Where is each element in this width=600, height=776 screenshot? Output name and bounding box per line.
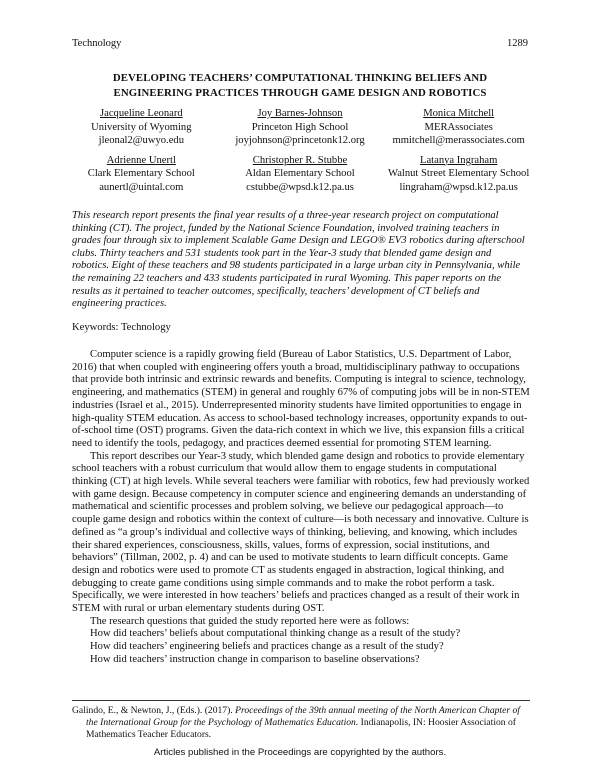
author-affiliation: Aldan Elementary School — [245, 168, 355, 179]
author — [379, 107, 538, 148]
author-affiliation: Walnut Street Elementary School — [388, 168, 530, 179]
author-email: jleonal2@uwyo.edu — [98, 135, 185, 146]
page-number: 1289 — [507, 38, 528, 49]
author — [221, 154, 380, 195]
research-question: How did teachers’ beliefs about computational thinking change as a result of the study? — [90, 628, 461, 640]
author-row-1 — [62, 107, 538, 148]
author-affiliation: Clark Elementary School — [87, 168, 195, 179]
body-text — [72, 349, 530, 667]
author-name: Christopher R. Stubbe — [252, 154, 348, 166]
author-name: Jacqueline Leonard — [100, 108, 183, 119]
body-paragraph: The research questions that guided the study reported here were as follows: — [90, 615, 410, 627]
author-affiliation: MERAssociates — [424, 121, 493, 133]
author — [221, 107, 380, 148]
copyright-footer: Articles published in the Proceedings are copyrighted by the authors. — [153, 747, 447, 758]
author — [62, 154, 221, 195]
author-affiliation: Princeton High School — [251, 121, 349, 133]
title-line-2: ENGINEERING PRACTICES THROUGH GAME DESIGN AND ROBOTICS — [113, 87, 487, 99]
title-line-1: DEVELOPING TEACHERS’ COMPUTATIONAL THINKING BELIEFS AND — [112, 72, 488, 84]
author — [379, 154, 538, 195]
author-email: cstubbe@wpsd.k12.pa.us — [246, 181, 354, 193]
footnote-divider — [72, 700, 530, 701]
author-name: Joy Barnes-Johnson — [257, 108, 343, 119]
body-paragraph: Computer science is a rapidly growing field (Bureau of Labor Statistics, U.S. Department of Labor, 2016) that when coupled with engineering offers youth a broad, multidisciplinary pathway to occupations that provide both intrinsic and extrinsic rewards and benefits. Computing is integral to science, technology, engineering, and mathematics (STEM) in general and roughly 67% of computing jobs will be in non-STEM industries (Israel et al., 2015). Underrepresented minority students have limited opportunities to engage in high-quality STEM education. As access to school-based technology increases, opportunity expands to out-of-school time (OST) programs. Given the data-rich context in which we live, this expansion fills a critical need to identify the tools, pedagogy, and practices deemed essential for promoting STEM learning. — [72, 349, 530, 449]
paper-title — [60, 71, 540, 101]
author-name: Latanya Ingraham — [420, 154, 498, 166]
author-name: Adrienne Unertl — [106, 154, 176, 166]
author-email: mmitchell@merassociates.com — [392, 135, 525, 146]
author — [62, 107, 221, 148]
abstract: This research report presents the final year results of a three-year research project on computational thinking (CT). The project, funded by the National Science Foundation, involved training teachers in grades four through six to implement Scalable Game Design and LEGO® EV3 robotics during afterschool clubs. Thirty teachers and 531 students took part in the Year-3 study that blended game design and robotics. Eight of these teachers and 98 students participated in a large urban city in Pennsylvania, while the remaining 22 teachers and 433 students participated in rural Wyoming. This paper reports on the results as it pertained to teacher outcomes, specifically, teachers’ development of CT beliefs and engineering practices. — [72, 210, 525, 310]
research-question: How did teachers’ instruction change in comparison to baseline observations? — [90, 653, 420, 665]
author-email: aunertl@uintal.com — [99, 181, 184, 193]
citation-publisher: Indianapolis, IN: Hoosier Association of Mathematics Teacher Educators. — [86, 717, 516, 740]
author-email: lingraham@wpsd.k12.pa.us — [399, 181, 518, 193]
section-label: Technology — [72, 38, 122, 49]
citation-title: Proceedings of the 39th annual meeting of the North American Chapter of the International Group for the Psychology of Mathematics Education. — [86, 705, 520, 728]
research-question: How did teachers’ engineering beliefs and practices change as a result of the study? — [90, 641, 444, 653]
author-row-2 — [62, 154, 538, 195]
citation-authors: Galindo, E., & Newton, J., (Eds.). (2017). — [72, 705, 233, 716]
author-email: joyjohnson@princetonk12.org — [235, 135, 365, 146]
author-block — [62, 107, 538, 200]
author-name: Monica Mitchell — [423, 108, 495, 119]
body-paragraph: This report describes our Year-3 study, which blended game design and robotics to provide elementary school teachers with a robust curriculum that would allow them to engage students in computational thinking (CT) at high levels. While several teachers were familiar with robotics, few had previously worked with game design. Because competency in computer science and engineering demands an understanding of mathematical and scientific processes and problem solving, we believe our pedagogical approach—to couple game design and robotics within the context of culture—is both necessary and innovative. Culture is defined as “a group’s individual and collective ways of thinking, believing, and knowing, which includes their shared experiences, consciousness, skills, values, forms of expression, social institutions, and behaviors” (Tillman, 2002, p. 4) and can be used to motivate students to learn difficult concepts. Game design and robotics were used to promote CT as students engaged in abstraction, logical thinking, and debugging to create game conditions using simple commands and to make the robot perform a task. Specifically, we were interested in how teachers’ beliefs and practices changed as a result of their work in STEM with rural or urban elementary students during OST. — [72, 450, 530, 615]
keywords: Keywords: Technology — [72, 322, 171, 333]
author-affiliation: University of Wyoming — [91, 121, 192, 133]
proceedings-citation — [72, 705, 530, 741]
